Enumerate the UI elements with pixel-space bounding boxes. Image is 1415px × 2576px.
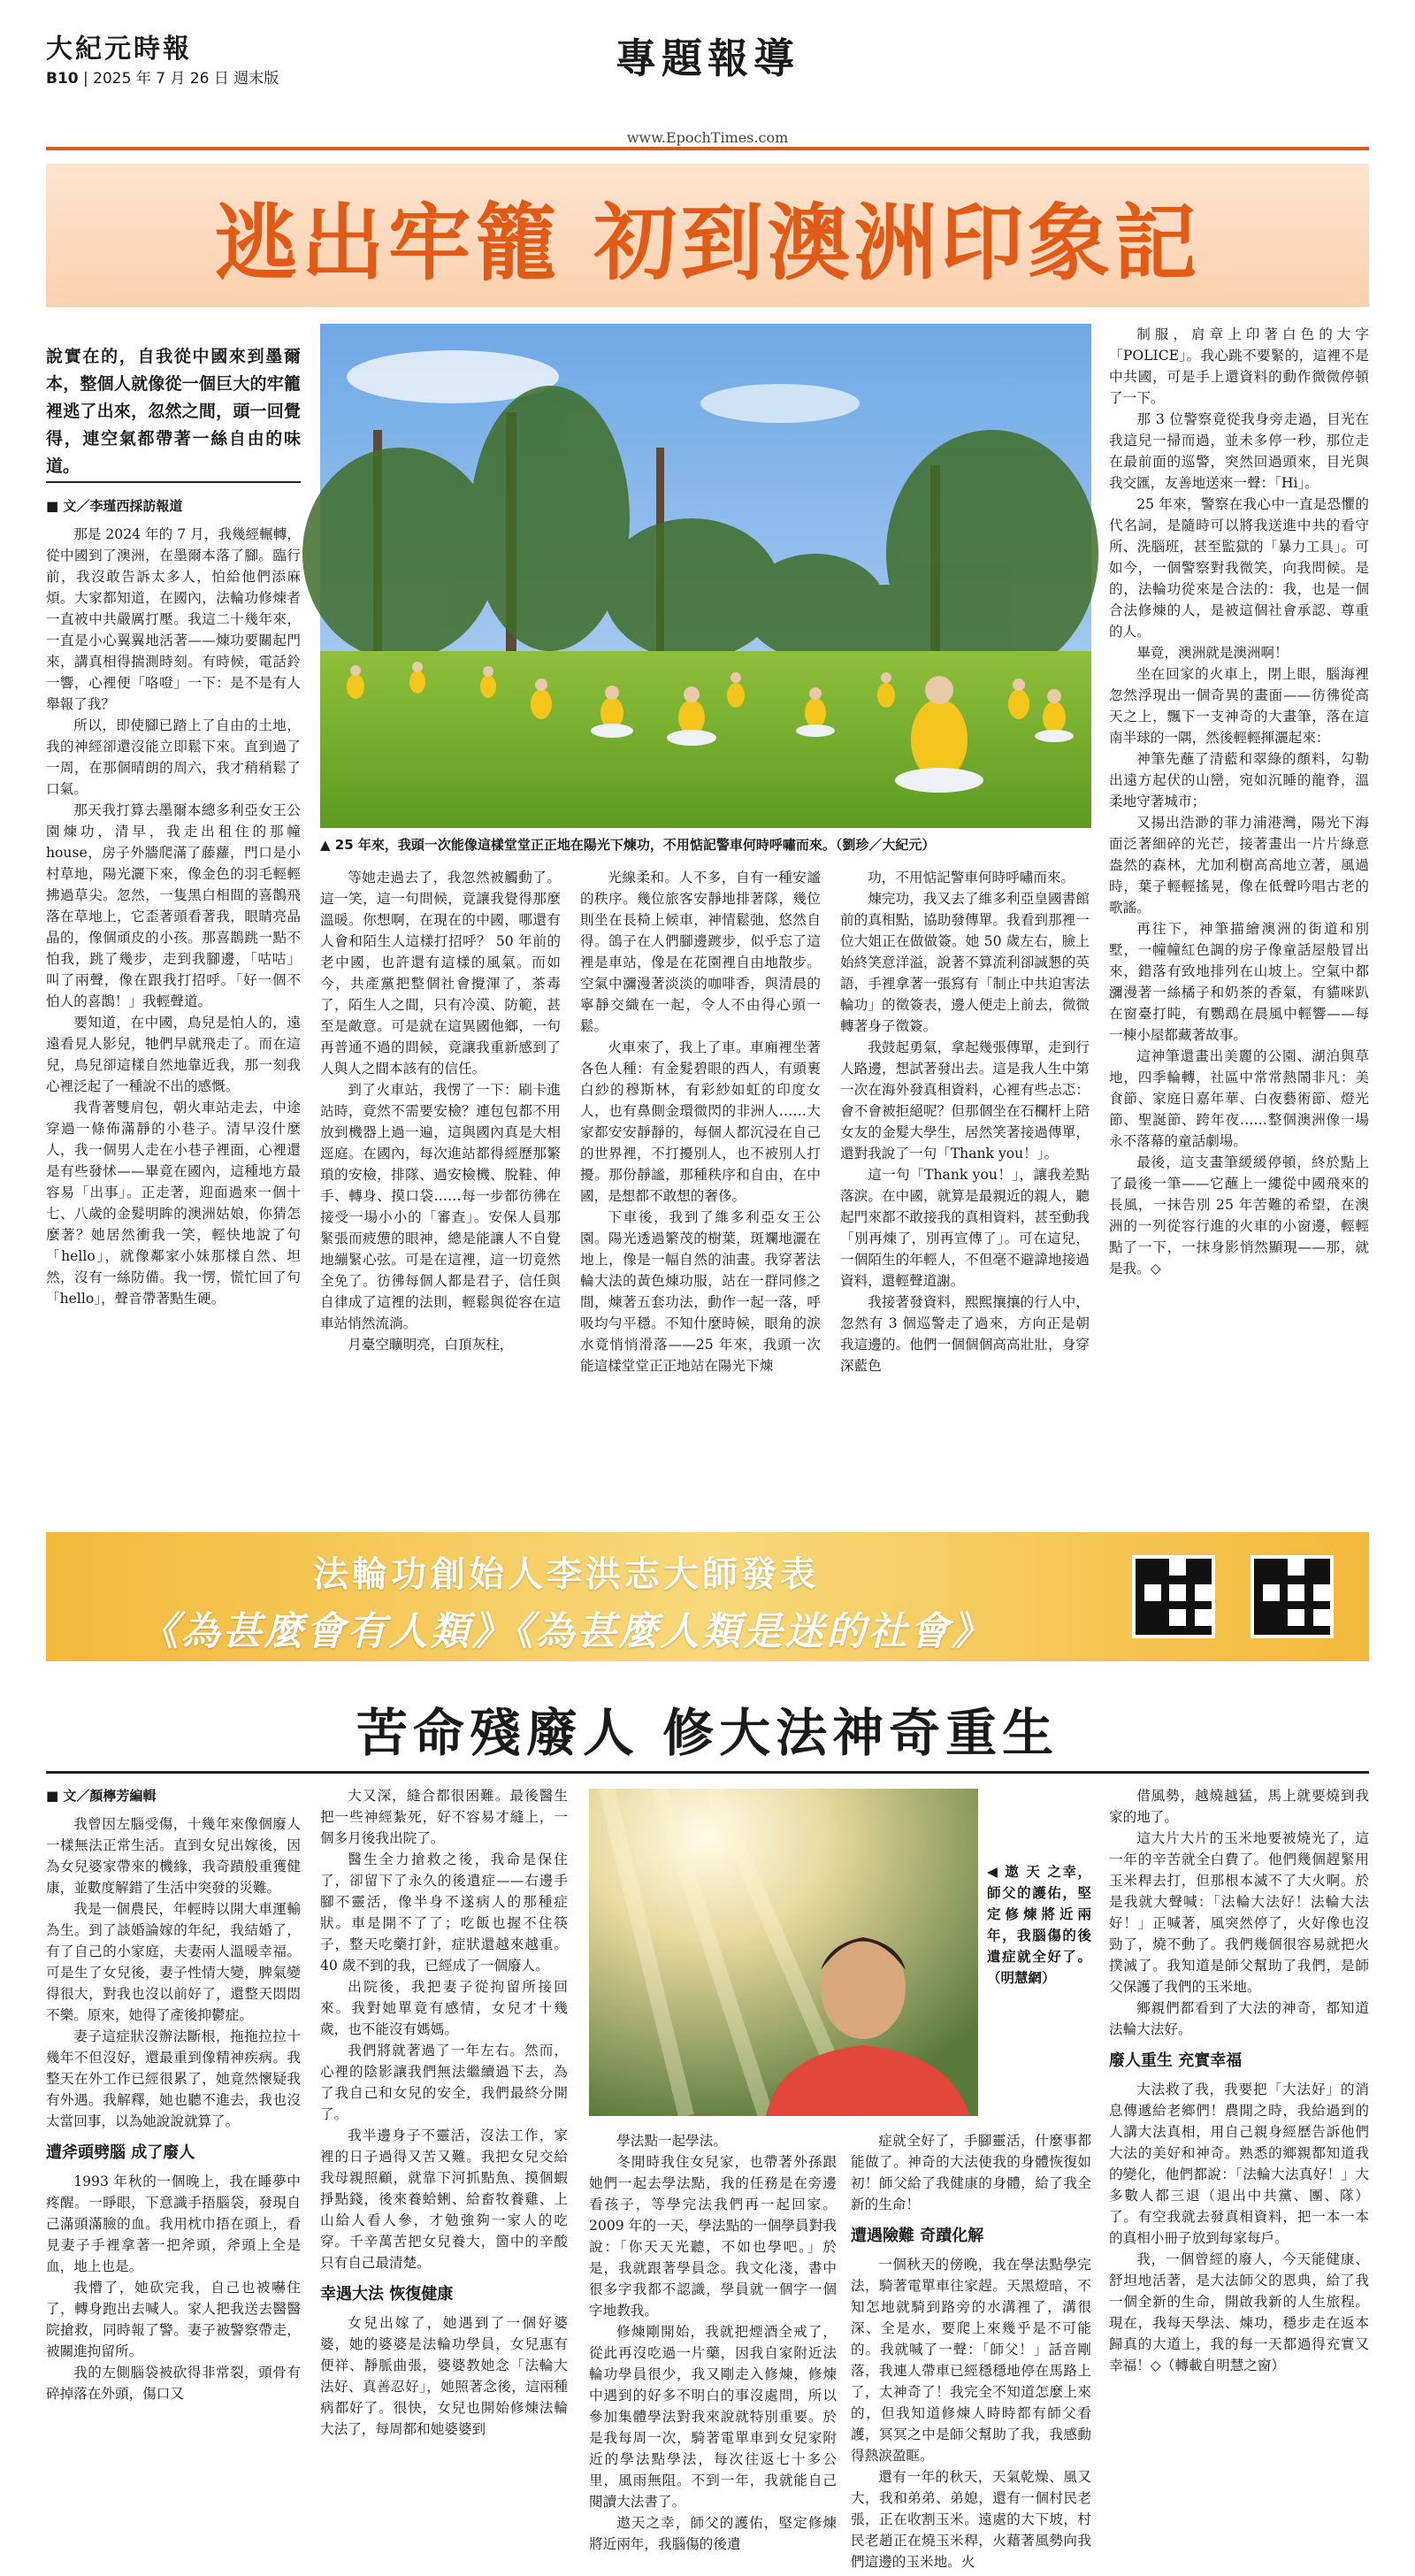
qr-module [1169,1592,1178,1601]
qr-module [1144,1609,1153,1618]
qr-module [1254,1592,1263,1601]
qr-module [1144,1584,1153,1593]
qr-module [1136,1618,1144,1627]
header-rule [46,147,1369,150]
page-number: B10 [46,70,79,88]
qr-module [1296,1559,1305,1568]
qr-module [1152,1584,1161,1593]
subheading: 廢人重生 充實幸福 [1109,2051,1243,2070]
qr-module [1178,1592,1187,1601]
qr-module [1169,1618,1178,1627]
issue-date: 2025 年 7 月 26 日 週末版 [93,70,279,88]
qr-module [1195,1609,1204,1618]
qr-module [1144,1618,1153,1627]
headline-2: 苦命殘廢人 修大法神奇重生 [356,1703,1059,1763]
qr-module [1263,1618,1272,1627]
qr-module [1296,1626,1305,1635]
qr-module [1321,1618,1330,1627]
paragraph: 制服，肩章上印著白色的大字「POLICE」。我心跳不要緊的，這裡不是中共國，可是手上還資料的動作微微停頓了一下。 [1109,326,1369,406]
paragraph: 最後，這支畫筆緩緩停頓，終於點上了最後一筆——它蘸上一縷從中國飛來的長風，一抹告別 25 年苦難的希望，在澳洲的一列從容行進的火車的小窗邊，輕輕點了一下，一抹身影悄然顯現——那，就是我。◇ [1109,1154,1369,1276]
qr-module [1136,1576,1144,1584]
qr-module [1169,1568,1178,1576]
subheading: 遭遇險難 奇蹟化解 [851,2227,984,2245]
qr-module [1144,1576,1153,1584]
qr-module [1169,1601,1178,1610]
qr-module [1169,1626,1178,1635]
qr-module [1144,1568,1153,1576]
qr-module [1263,1626,1272,1635]
park-exercise-image [320,324,1091,828]
byline: ■ 文／李瑾西採訪報道 [46,498,183,514]
qr-module [1169,1559,1178,1568]
qr-module [1136,1568,1144,1576]
qr-module [1313,1592,1322,1601]
qr-module [1161,1559,1170,1568]
qr-module [1296,1584,1305,1593]
qr-module [1304,1601,1313,1610]
article2-column-4 [851,2130,1091,2570]
qr-module [1161,1584,1170,1593]
qr-module [1304,1559,1313,1568]
headline-1: 逃出牢籠 初到澳洲印象記 [214,194,1201,292]
qr-module [1288,1618,1296,1627]
qr-module [1254,1618,1263,1627]
qr-module [1296,1601,1305,1610]
paragraph: 這一句「Thank you！」，讓我差點落淚。在中國，就算是最親近的親人，聽起門來都不敢接我的真相資料，甚至動我「別再煉了，別再宣傳了」。可在這兒，一個陌生的年輕人，不但毫不避諱地接過資料，還輕聲道謝。 [840,1167,1090,1289]
qr-module [1280,1559,1289,1568]
qr-module [1271,1568,1280,1576]
qr-module [1203,1626,1212,1635]
lead-paragraph: 說實在的，自我從中國來到墨爾本，整個人就像從一個巨大的牢籠裡逃了出來，忽然之間，頭一回覺得，連空氣都帶著一絲自由的味道。 [46,347,301,476]
qr-module [1288,1626,1296,1635]
paragraph: 下車後，我到了維多利亞女王公園。陽光透過繁茂的樹葉，斑斕地灑在地上，像是一幅自然的油畫。我穿著法輪大法的黃色煉功服，站在一群同修之間，煉著五套功法，動作一起一落，呼吸均勻平穩。不知什麼時候，眼角的淚水竟悄悄滑落——25 年來，我頭一次能這樣堂堂正正地站在陽光下煉 [580,1209,821,1374]
qr-module [1321,1609,1330,1618]
paragraph: 畢竟，澳洲就是澳洲啊！ [1136,645,1289,661]
qr-module [1321,1568,1330,1576]
qr-module [1304,1618,1313,1627]
paragraph: 坐在回家的火車上，閉上眼，腦海裡忽然浮現出一個奇異的畫面——彷彿從高天之上，飄下一支神奇的大畫筆，落在這南半球的一隅，然後輕輕揮灑起來： [1109,666,1369,746]
qr-module [1178,1601,1187,1610]
qr-module [1313,1576,1322,1584]
separator: | [83,70,88,88]
paragraph: 遨天之幸，師父的護佑，堅定修煉將近兩年，我腦傷的後遺 [589,2515,837,2552]
qr-module [1254,1609,1263,1618]
qr-module [1186,1568,1195,1576]
qr-module [1313,1601,1322,1610]
meditation-photo [320,324,1091,828]
qr-module [1152,1618,1161,1627]
qr-module [1304,1584,1313,1593]
qr-module [1321,1559,1330,1568]
qr-module [1271,1576,1280,1584]
headline-rule-2 [46,1771,1369,1774]
qr-module [1288,1576,1296,1584]
qr-module [1178,1584,1187,1593]
paragraph: 要知道，在中國，鳥兒是怕人的，遠遠看見人影兒，牠們早就飛走了。而在這兒，鳥兒卻這樣自然地靠近我，那一刻我心裡泛起了一種說不出的感慨。 [46,1015,301,1094]
qr-module [1296,1576,1305,1584]
banner-line-1: 法輪功創始人李洪志大師發表 [313,1554,819,1595]
qr-module [1178,1609,1187,1618]
paragraph: 我背著雙肩包，朝火車站走去，中途穿過一條佈滿靜的小巷子。清早沒什麼人，我一個男人走在小巷子裡面，心裡還是有些發怵——畢竟在國內，這種地方最容易「出事」。正走著，迎面過來一個十七、八歲的金髮明眸的澳洲姑娘，你猜怎麼著？她居然衝我一笑，輕快地說了句「hello」，就像鄰家小妹那樣自然、坦然，沒有一絲防備。我一愣，慌忙回了句「hello」，聲音帶著點生硬。 [46,1100,301,1307]
paragraph: 我鼓起勇氣，拿起幾張傳單，走到行人路邊，想試著發出去。這是我人生中第一次在海外發真相資料，心裡有些忐忑：會不會被拒絕呢？但那個坐在石欄杆上陪女友的金髮大學生，居然笑著接過傳單，還對我說了一句「Thank you！」。 [840,1039,1090,1162]
paragraph: 我是一個農民，年輕時以開大車運輸為生。到了談婚論嫁的年紀，我結婚了，有了自己的小家庭，夫妻兩人溫暖幸福。可是生了女兒後，妻子性情大變，脾氣變得很大，對我也沒以前好了，還整天悶悶不樂。原來，她得了產後抑鬱症。 [46,1901,301,2023]
paragraph: 到了火車站，我愣了一下：刷卡進站時，竟然不需要安檢？連包包都不用放到機器上過一遍，這與國內真是大相逕庭。在國內，每次進站都得經歷那繁瑣的安檢，排隊、過安檢機、脫鞋、伸手、轉身、摸口袋……每一步都彷彿在接受一場小小的「審查」。安保人員那緊張而疲憊的眼神，總是能讓人不自覺地繃緊心弦。可是在這裡，這一切竟然全免了。彷彿每個人都是君子，信任與自律成了這裡的法則，輕鬆與從容在這車站悄然流淌。 [320,1082,561,1331]
paragraph: 所以，即使腳已踏上了自由的土地，我的神經卻還沒能立即鬆下來。直到過了一周，在那個晴朗的周六，我才稍稍鬆了口氣。 [46,717,301,797]
paragraph: 冬閒時我住女兒家，也帶著外孫跟她們一起去學法點，我的任務是在旁邊看孩子，等學完法我們再一起回家。2009 年的一天，學法點的一個學員對我說：「你天天光聽，不如也學吧。」於是，我就跟著學員念。我文化淺，書中很多字我都不認識，學員就一個字一個字地教我。 [589,2154,837,2319]
qr-module [1288,1568,1296,1576]
paragraph: 又揚出浩渺的菲力浦港灣，陽光下海面泛著細碎的光芒，接著畫出一片片綠意盎然的森林，尤加利樹高高地立著，風過時，葉子輕輕搖晃，像在低聲吟唱古老的歌謠。 [1109,815,1369,916]
qr-module [1271,1584,1280,1593]
qr-module [1161,1618,1170,1627]
qr-module [1169,1584,1178,1593]
paragraph: 借風勢，越燒越猛，馬上就要燒到我家的地了。 [1109,1788,1369,1825]
subheading: 幸遇大法 恢復健康 [320,2285,454,2304]
article1-column-3 [580,867,821,1513]
qr-module [1186,1609,1195,1618]
qr-module [1203,1584,1212,1593]
qr-module [1195,1601,1204,1610]
paragraph: 一個秋天的傍晚，我在學法點學完法，騎著電單車往家趕。天黑燈暗，不知怎地就騎到路旁的水溝裡了，溝很深、全是水，要爬上來幾乎是不可能的。我就喊了一聲：「師父！」話音剛落，我連人帶車已經穩穩地停在馬路上了，太神奇了！我完全不知道怎麼上來的，但我知道修煉人時時都有師父看護，冥冥之中是師父幫助了我，我感動得熱淚盈眶。 [851,2257,1091,2464]
qr-code-icon[interactable] [1251,1555,1334,1638]
qr-module [1195,1618,1204,1627]
article2-column-2 [320,1785,568,2555]
qr-module [1161,1592,1170,1601]
qr-module [1263,1568,1272,1576]
paragraph: 光線柔和。人不多，自有一種安謐的秩序。幾位旅客安靜地排著隊，幾位則坐在長椅上候車，神情鬆弛，悠然自得。鴿子在人們腳邊踱步，似乎忘了這裡是車站，像是在花園裡自由地散步。空氣中瀰漫著淡淡的咖啡香，與清晨的寧靜交織在一起，令人不由得心頭一鬆。 [580,870,821,1034]
paragraph: 鄉親們都看到了大法的神奇，都知道法輪大法好。 [1109,2000,1369,2037]
qr-module [1195,1626,1204,1635]
paragraph: 出院後，我把妻子從拘留所接回來。我對她單竟有感情，女兒才十幾歲，也不能沒有媽媽。 [320,1979,568,2037]
qr-module [1304,1568,1313,1576]
paragraph: 月臺空曠明亮，白頂灰柱， [348,1337,514,1353]
qr-module [1254,1584,1263,1593]
paragraph: 大又深，縫合都很困難。最後醫生把一些神經紮死，好不容易才縫上，一個多月後我出院了。 [320,1788,568,1846]
photo-caption-2: ◀ 遨 天 之幸，師父的護佑，堅定修煉將近兩年，我腦傷的後遺症就全好了。（明慧網） [987,1864,1091,1986]
qr-module [1136,1626,1144,1635]
qr-module [1263,1609,1272,1618]
qr-module [1152,1626,1161,1635]
qr-module [1152,1592,1161,1601]
article2-col1-body [46,1813,301,2404]
qr-module [1136,1559,1144,1568]
qr-module [1271,1609,1280,1618]
paragraph: 妻子這症狀沒辦法斷根，拖拖拉拉十幾年不但沒好，還最重到像精神疾病。我整天在外工作已經很累了，她竟然懷疑我有外遇。我解釋，她也聽不進去，我也沒太當回事，以為她說說就算了。 [46,2028,301,2129]
qr-module [1280,1592,1289,1601]
qr-module [1178,1576,1187,1584]
qr-module [1288,1609,1296,1618]
article2-column-1 [46,1785,301,2555]
paragraph: 我半邊身子不靈活，沒法工作，家裡的日子過得又苦又難。我把女兒交給我母親照顧，就靠下河抓點魚、摸個蝦掙點錢，後來養蛤蜊、給畜牧養雞、上山給人看人參，才勉強夠一家人的吃穿。千辛萬苦把女兒養大，箇中的辛酸只有自己最清楚。 [320,2128,568,2271]
paragraph: 25 年來，警察在我心中一直是恐懼的代名詞，是隨時可以將我送進中共的看守所、洗腦班，甚至監獄的「暴力工具」。可如今，一個警察對我微笑，向我問候。是的，法輪功從來是合法的：我，也是一個合法修煉的人，是被這個社會承認、尊重的人。 [1109,496,1369,640]
qr-module [1178,1618,1187,1627]
qr-module [1186,1626,1195,1635]
qr-module [1144,1601,1153,1610]
photo-caption-1: ▲ 25 年來，我頭一次能像這樣堂堂正正地在陽光下煉功，不用惦記警車何時呼嘯而來。（劉珍／大紀元） [320,837,936,853]
qr-module [1186,1576,1195,1584]
paragraph: 大法救了我，我要把「大法好」的消息傳遞給老鄉們！農閒之時，我給過到的人講大法真相，用自己親身經歷告訴他們大法的美好和神奇。熟悉的鄉親都知道我的變化，他們都說：「法輪大法真好！」大多數人都三退（退出中共黨、團、隊）了。有空我就去發真相資料，把一本一本的真相小冊子放到每家每戶。 [1109,2082,1369,2246]
paragraph: 我曾因左腦受傷，十幾年來像個廢人一樣無法正常生活。直到女兒出嫁後，因為女兒婆家帶來的機緣，我奇蹟般重獲健康，並數度解錯了生活中突發的災難。 [46,1816,301,1896]
paragraph: 醫生全力搶救之後，我命是保住了，卻留下了永久的後遺症——右邊手腳不靈活，像半身不遂病人的那種症狀。車是開不了了；吃飯也握不住筷子，整天吃藥打針，症狀還越來越重。40 歲不到的我，已經成了一個廢人。 [320,1852,568,1974]
qr-module [1203,1609,1212,1618]
qr-module [1144,1592,1153,1601]
qr-module [1280,1584,1289,1593]
qr-module [1280,1626,1289,1635]
qr-module [1144,1626,1153,1635]
qr-module [1304,1592,1313,1601]
banner-line-2: 《為甚麼會有人類》《為甚麼人類是迷的社會》 [139,1609,993,1654]
qr-module [1263,1559,1272,1568]
qr-module [1161,1576,1170,1584]
qr-module [1186,1559,1195,1568]
qr-module [1136,1601,1144,1610]
qr-module [1254,1626,1263,1635]
article1-column-5 [1109,324,1369,1513]
paragraph: 等她走過去了，我忽然被觸動了。這一笑，這一句問候，竟讓我覺得那麼溫暖。你想啊，在現在的中國，哪還有人會和陌生人這樣打招呼？ 50 年前的老中國，也許還有這樣的風氣。而如今，共產黨把整個社會攪渾了，茶毒了，陌生人之間，只有冷漠、防範，甚至是敵意。可是就在這異國他鄉，一句再普通不過的問候，竟讓我重新感到了人與人之間本該有的信任。 [320,870,561,1077]
qr-module [1321,1626,1330,1635]
paragraph: 女兒出嫁了，她遇到了一個好婆婆，她的婆婆是法輪功學員，女兒惠有便祥、靜脈曲張，婆婆教她念「法輪大法好、真善忍好」，她照著念後，這兩種病都好了。很快，女兒也開始修煉法輪大法了，每周都和她婆婆到 [320,2315,568,2437]
qr-module [1296,1609,1305,1618]
qr-module [1288,1592,1296,1601]
qr-module [1304,1626,1313,1635]
qr-module [1321,1584,1330,1593]
qr-module [1280,1576,1289,1584]
qr-module [1195,1576,1204,1584]
qr-module [1296,1592,1305,1601]
qr-module [1288,1601,1296,1610]
site-url[interactable]: www.EpochTimes.com [626,129,789,146]
qr-module [1152,1568,1161,1576]
paragraph: 我接著發資料，熙熙攘攘的行人中，忽然有 3 個巡警走了過來，方向正是朝我這邊的。他們一個個個高高壯壯，身穿深藍色 [840,1294,1090,1374]
paragraph: 還有一年的秋天，天氣乾燥、風又大，我和弟弟、弟媳，還有一個村民老張，正在收割玉米。遠處的大下坡，村民老趙正在燒玉米稈，火藉著風勢向我們這邊的玉米地。火 [851,2469,1091,2570]
article2-column-5 [1109,1785,1369,2555]
paragraph: 那 3 位警察竟從我身旁走過，目光在我這兒一掃而過，並未多停一秒，那位走在最前面的巡警，突然回過頭來，目光與我交匯，友善地送來一聲：「Hi」。 [1109,411,1369,491]
qr-module [1254,1568,1263,1576]
paragraph: 我們將就著過了一年左右。然而，心裡的陰影讓我們無法繼續過下去，為了我自己和女兒的安全，我們最終分開了。 [320,2043,568,2122]
qr-module [1203,1601,1212,1610]
qr-module [1136,1592,1144,1601]
qr-module [1161,1626,1170,1635]
qr-module [1321,1576,1330,1584]
qr-module [1203,1559,1212,1568]
qr-module [1280,1609,1289,1618]
qr-module [1161,1601,1170,1610]
paragraph: 功，不用惦記警車何時呼嘯而來。 [868,870,1075,886]
qr-module [1313,1568,1322,1576]
article1-column-1 [46,495,301,1513]
qr-module [1152,1576,1161,1584]
qr-module [1288,1584,1296,1593]
qr-module [1304,1576,1313,1584]
byline-2: ■ 文／顏檸芳編輯 [46,1788,157,1804]
qr-module [1313,1626,1322,1635]
qr-module [1271,1592,1280,1601]
qr-module [1263,1576,1272,1584]
qr-module [1195,1568,1204,1576]
paragraph: 1993 年秋的一個晚上，我在睡夢中疼醒。一睜眼，下意識手捂腦袋，發現自己滿頭滿臉的血。我用枕巾捂在頭上，看見妻子手裡拿著一把斧頭，斧頭上全是血，地上也是。 [46,2174,301,2274]
qr-module [1186,1618,1195,1627]
lead-rule [46,481,301,483]
paragraph: 煉完功，我又去了維多利亞皇國書館前的真相點，協助發傳單。我看到那裡一位大姐正在做做簽。她 50 歲左右，臉上始終笑意洋溢，說著不算流利卻誠懇的英語，手裡拿著一張寫有「制止中共迫害法輪功」的徵簽表，邊人便走上前去，微微轉著身子徵簽。 [840,891,1090,1034]
article1-column-2 [320,867,561,1513]
qr-module [1321,1592,1330,1601]
qr-module [1169,1576,1178,1584]
man-in-light-image [589,1789,978,2116]
paragraph: 那是 2024 年的 7 月，我幾經輾轉，從中國到了澳洲，在墨爾本落了腳。臨行前，我沒敢告訴太多人，怕給他們添麻煩。大家都知道，在國內，法輪功修煉者一直被中共嚴厲打壓。我這二十幾年來，一直是小心翼翼地活著——煉功要關起門來，講真相得揣測時刻。有時候，電話鈴一響，心裡便「咯噔」一下：是不是有人舉報了我？ [46,526,301,712]
paragraph: 再往下，神筆描繪澳洲的街道和別墅，一幢幢紅色調的房子像童話屋般冒出來，錯落有致地排列在山坡上。空氣中都瀰漫著一絲橘子和奶茶的香氣，有貓咪趴在窗臺打盹，有鸚鵡在晨風中輕響——每一棟小屋都藏著故事。 [1109,921,1369,1043]
paragraph: 神筆先蘸了清藍和翠綠的顏料，勾勒出遠方起伏的山巒，宛如沉睡的龍脊，溫柔地守著城市； [1109,751,1369,809]
qr-module [1178,1559,1187,1568]
qr-module [1280,1618,1289,1627]
qr-module [1186,1584,1195,1593]
article1-column-4 [840,867,1090,1513]
qr-module [1178,1568,1187,1576]
qr-module [1195,1559,1204,1568]
qr-module [1254,1601,1263,1610]
section-title: 專題報導 [616,34,799,82]
paragraph: 火車來了，我上了車。車廂裡坐著各色人種：有金髮碧眼的西人，有頭裹白紗的穆斯林，有彩紗如虹的印度女人，也有鼻側金環微閃的非洲人……大家都安安靜靜的，每個人都沉浸在自己的世界裡，不打擾別人，也不被別人打擾。那份靜謐，那種秩序和自由，在中國，是想都不敢想的奢侈。 [580,1039,821,1204]
qr-module [1271,1626,1280,1635]
article2-column-3 [589,2130,837,2555]
qr-module [1313,1609,1322,1618]
qr-module [1144,1559,1153,1568]
qr-module [1304,1609,1313,1618]
qr-module [1313,1584,1322,1593]
qr-module [1195,1584,1204,1593]
subheading: 遭斧頭劈腦 成了廢人 [46,2143,195,2162]
paragraph: 我懵了，她砍完我，自己也被嚇住了，轉身跑出去喊人。家人把我送去醫醫院搶救，同時報了警。妻子被警察帶走，被關進拘留所。 [46,2280,301,2359]
qr-module [1203,1592,1212,1601]
qr-module [1271,1601,1280,1610]
qr-module [1152,1601,1161,1610]
qr-module [1280,1601,1289,1610]
qr-module [1296,1568,1305,1576]
qr-module [1136,1584,1144,1593]
paragraph: 那天我打算去墨爾本總多利亞女王公園煉功，清早，我走出租住的那幢 house，房子外牆爬滿了藤蘿，門口是小村草地，陽光灑下來，像金色的羽毛輕輕拂過草尖。忽然，一隻黑白相間的喜鵲飛落在草地上，它歪著頭看著我，眼睛亮晶晶的，像個頑皮的小孩。那喜鵲跳一點不怕我，跳了幾步，走到我腳邊，「咕咕」叫了兩聲，像在跟我打招呼。「好一個不怕人的喜鵲！」我輕聲道。 [46,802,301,1009]
paragraph: 我的左側腦袋被砍得非常裂，頭骨有碎掉落在外頭，傷口又 [46,2365,301,2402]
paragraph: 這大片大片的玉米地要被燒光了，這一年的辛苦就全白費了。他們幾個趕緊用玉米稈去打，但那根本滅不了大火啊。於是我就大聲喊：「法輪大法好！法輪大法好！」正喊著，風突然停了，火好像也沒勁了，燒不動了。我們幾個很容易就把火撲滅了。我知道是師父幫助了我們，是師父保護了我們的玉米地。 [1109,1830,1369,1995]
paragraph: 修煉剛開始，我就把煙酒全戒了，從此再沒吃過一片藥，因我自家附近法輪功學員很少，我又剛走入修煉，修煉中遇到的好多不明白的事沒處問，所以參加集體學法對我來說就特別重要。於是我每周一次，騎著電單車到女兒家附近的學法點學法，每次往返七十多公里，風雨無阻。不到一年，我就能自己閱讀大法書了。 [589,2324,837,2510]
masthead-logo: 大紀元時報 [46,34,192,65]
paragraph: 我，一個曾經的廢人，今天能健康、舒坦地活著，是大法師父的恩典，給了我一個全新的生命，開啟我新的人生旅程。現在，我每天學法、煉功，穩步走在返本歸真的大道上，我的每一天都過得充實又幸福！◇（轉載自明慧之窗） [1109,2251,1369,2373]
qr-module [1136,1609,1144,1618]
qr-module [1254,1576,1263,1584]
qr-module [1203,1576,1212,1584]
qr-code-icon[interactable] [1132,1555,1215,1638]
qr-module [1288,1559,1296,1568]
paragraph: 症就全好了，手腳靈活，什麼事都能做了。神奇的大法使我的身體恢復如初！師父給了我健康的身體，給了我全新的生命！ [851,2133,1091,2212]
qr-module [1263,1584,1272,1593]
qr-module [1271,1559,1280,1568]
qr-module [1161,1568,1170,1576]
article1-col1-body [46,524,301,1309]
qr-module [1313,1559,1322,1568]
headline-banner-1 [46,164,1369,307]
qr-module [1186,1592,1195,1601]
qr-module [1186,1601,1195,1610]
qr-module [1178,1626,1187,1635]
qr-module [1169,1609,1178,1618]
qr-module [1152,1609,1161,1618]
qr-module [1263,1601,1272,1610]
qr-module [1296,1618,1305,1627]
qr-module [1254,1559,1263,1568]
paragraph: 學法點一起學法。 [616,2133,727,2149]
paragraph: 這神筆還畫出美麗的公園、湖泊與草地，四季輪轉，社區中常常熱鬧非凡：美食節、家庭日嘉年華、白夜藝術節、燈光節、聖誕節、跨年夜……整個澳洲像一場永不落幕的童話劇場。 [1109,1048,1369,1149]
qr-module [1152,1559,1161,1568]
qr-module [1161,1609,1170,1618]
qr-module [1321,1601,1330,1610]
qr-module [1263,1592,1272,1601]
qr-module [1280,1568,1289,1576]
portrait-photo [589,1789,978,2116]
qr-module [1203,1618,1212,1627]
qr-module [1271,1618,1280,1627]
qr-module [1195,1592,1204,1601]
qr-module [1203,1568,1212,1576]
qr-module [1313,1618,1322,1627]
